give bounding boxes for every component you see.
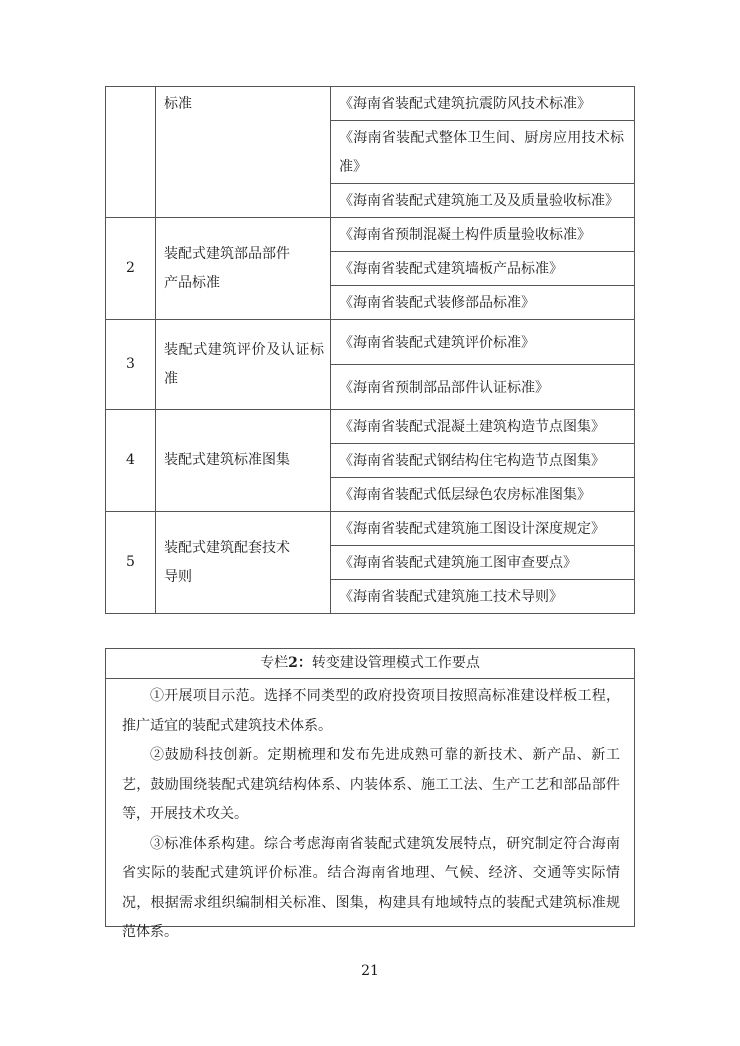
table-row	[106, 410, 635, 444]
table-row	[106, 320, 635, 365]
column-2-title-number: 2：	[288, 655, 312, 671]
standard-item: 《海南省装配式低层绿色农房标准图集》	[331, 478, 635, 512]
column-2-title-prefix: 专栏	[260, 655, 289, 671]
column-2-box	[105, 648, 635, 940]
column-2-title	[106, 649, 634, 679]
row-category: 装配式建筑标准图集	[156, 410, 331, 512]
row-number: 4	[106, 410, 156, 512]
standard-item: 《海南省预制部品部件认证标准》	[331, 365, 635, 410]
standards-table	[105, 86, 635, 614]
table-row	[106, 512, 635, 546]
page-number: 21	[361, 963, 379, 979]
row-category: 装配式建筑配套技术导则	[156, 512, 331, 614]
column-2-title-text: 转变建设管理模式工作要点	[311, 655, 480, 671]
row-category: 装配式建筑部品部件产品标准	[156, 218, 331, 320]
row-number: 2	[106, 218, 156, 320]
standard-item: 《海南省装配式建筑抗震防风技术标准》	[331, 87, 635, 121]
paragraph: ③标准体系构建。综合考虑海南省装配式建筑发展特点，研究制定符合海南省实际的装配式建筑评价标准。结合海南省地理、气候、经济、交通等实际情况，根据需求组织编制相关标准、图集，构建具有地域特点的装配式建筑标准规范体系。	[122, 835, 620, 940]
table-row	[106, 87, 635, 121]
standard-item: 《海南省预制混凝土构件质量验收标准》	[331, 218, 635, 252]
paragraph: ①开展项目示范。选择不同类型的政府投资项目按照高标准建设样板工程，推广适宜的装配式建筑技术体系。	[122, 688, 620, 734]
row-number: 5	[106, 512, 156, 614]
standard-item: 《海南省装配式整体卫生间、厨房应用技术标准》	[331, 121, 635, 184]
standard-item: 《海南省装配式建筑施工及及质量验收标准》	[331, 184, 635, 218]
standard-item: 《海南省装配式建筑施工图设计深度规定》	[331, 512, 635, 546]
standard-item: 《海南省装配式建筑墙板产品标准》	[331, 252, 635, 286]
row-category: 装配式建筑评价及认证标准	[156, 320, 331, 410]
standard-item: 《海南省装配式装修部品标准》	[331, 286, 635, 320]
standard-item: 《海南省装配式钢结构住宅构造节点图集》	[331, 444, 635, 478]
standard-item: 《海南省装配式建筑施工图审查要点》	[331, 546, 635, 580]
standard-item: 《海南省装配式建筑评价标准》	[331, 320, 635, 365]
paragraph: ②鼓励科技创新。定期梳理和发布先进成熟可靠的新技术、新产品、新工艺，鼓励围绕装配式建筑结构体系、内装体系、施工工法、生产工艺和部品部件等，开展技术攻关。	[122, 747, 620, 822]
column-2-body	[106, 679, 634, 948]
row-number: 3	[106, 320, 156, 410]
standard-item: 《海南省装配式建筑施工技术导则》	[331, 580, 635, 614]
row-number	[106, 87, 156, 218]
row-category: 标准	[156, 87, 331, 218]
table-row	[106, 218, 635, 252]
standard-item: 《海南省装配式混凝土建筑构造节点图集》	[331, 410, 635, 444]
